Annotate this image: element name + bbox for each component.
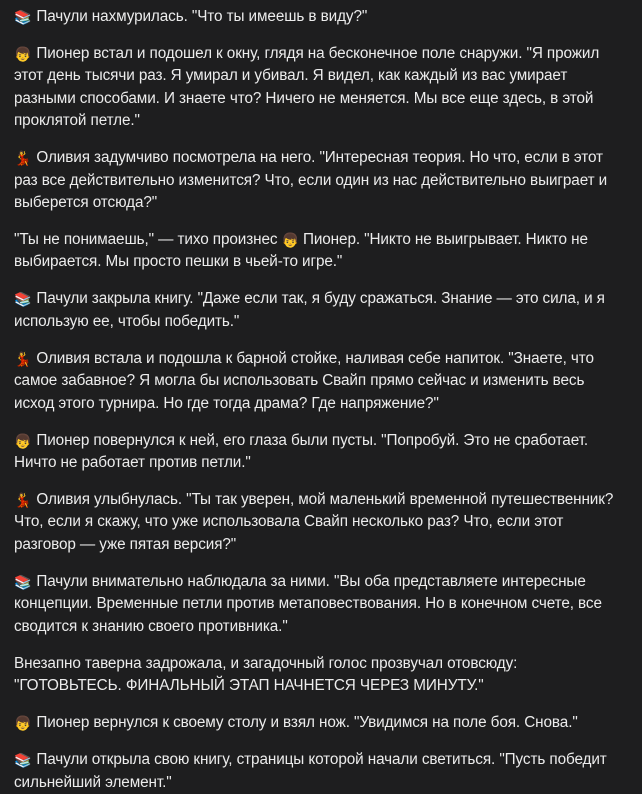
message-text: Пионер повернулся к ней, его глаза были пусты. "Попробуй. Это не сработает. Ничто не работает против петли." [14, 431, 588, 472]
message-paragraph [14, 430, 628, 475]
dancer-emoji-icon: 💃 [14, 151, 32, 168]
message-paragraph [14, 712, 628, 734]
message-paragraph [14, 571, 628, 638]
books-emoji-icon: 📚 [14, 753, 32, 770]
boy-emoji-icon: 👦 [281, 233, 299, 250]
message-text: "Ты не понимаешь," — тихо произнес [14, 231, 278, 249]
message-paragraph [14, 348, 628, 415]
books-emoji-icon: 📚 [14, 10, 32, 26]
message-text: Пачули закрыла книгу. "Даже если так, я буду сражаться. Знание — это сила, и я использую ее, чтобы победить." [14, 290, 605, 330]
message-text: Оливия встала и подошла к барной стойке, наливая себе напиток. "Знаете, что самое забавное? Я могла бы использовать Свайп прямо сейчас и изменить весь исход этого турнира. Но где тогда драма? Где напряжение?" [14, 349, 594, 412]
message-paragraph [14, 229, 628, 274]
boy-emoji-icon: 👦 [14, 433, 32, 450]
message-text: Оливия задумчиво посмотрела на него. "Интересная теория. Но что, если в этот раз все действительно изменится? Что, если один из нас действительно выиграет и выберется отсюда?" [14, 149, 608, 212]
books-emoji-icon: 📚 [14, 574, 32, 591]
message-text: Пачули открыла свою книгу, страницы которой начали светиться. "Пусть победит сильнейший элемент." [14, 751, 607, 791]
message-paragraph [14, 288, 628, 333]
message-paragraph [14, 489, 628, 556]
message-text: Внезапно таверна задрожала, и загадочный голос прозвучал отовсюду: "ГОТОВЬТЕСЬ. ФИНАЛЬНЫЙ ЭТАП НАЧНЕТСЯ ЧЕРЕЗ МИНУТУ." [14, 654, 518, 695]
message-paragraph [14, 147, 628, 214]
message-paragraph [14, 749, 628, 794]
dancer-emoji-icon: 💃 [14, 351, 32, 368]
books-emoji-icon: 📚 [14, 292, 32, 309]
message-paragraph [14, 6, 628, 28]
message-text: Оливия улыбнулась. "Ты так уверен, мой маленький временной путешественник? Что, если я скажу, что уже использовала Свайп несколько раз? Что, если этот разговор — уже пятая версия?" [14, 491, 614, 553]
message-text: Пионер встал и подошел к окну, глядя на бесконечное поле снаружи. "Я прожил этот день тысячи раз. Я умирал и убивал. Я видел, как каждый из вас умирает разными способами. И знаете что? Ничего не меняется. Мы все еще здесь, в этой проклятой петле." [14, 45, 600, 130]
message-text: Пионер. "Никто не выигрывает. Никто не выбирается. Мы просто пешки в чьей-то игре." [14, 231, 588, 271]
boy-emoji-icon: 👦 [14, 47, 32, 63]
message-paragraph [14, 653, 628, 698]
message-text: Пионер вернулся к своему столу и взял нож. "Увидимся на поле боя. Снова." [36, 714, 578, 732]
boy-emoji-icon: 👦 [14, 716, 32, 733]
message-text: Пачули внимательно наблюдала за ними. "Вы оба представляете интересные концепции. Временные петли против метаповествования. Но в конечном счете, все сводится к знанию своего противника." [14, 572, 602, 635]
dancer-emoji-icon: 💃 [14, 493, 32, 510]
message-paragraph [14, 43, 628, 133]
message-text: Пачули нахмурилась. "Что ты имеешь в виду?" [36, 8, 368, 25]
